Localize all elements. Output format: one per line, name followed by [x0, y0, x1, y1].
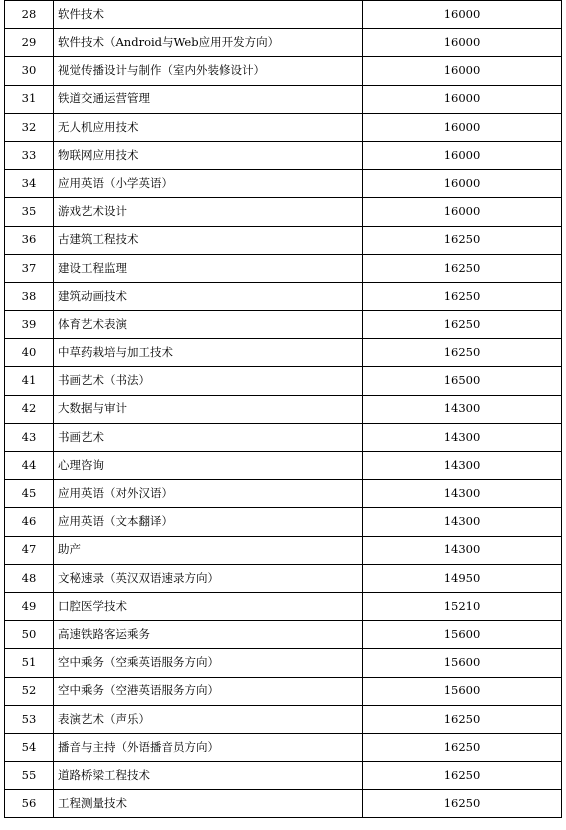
tuition-fee-cell: 16250 [363, 339, 562, 367]
table-row [5, 536, 562, 564]
tuition-fee-cell: 16000 [363, 1, 562, 29]
row-number-cell: 41 [5, 367, 54, 395]
major-name-cell: 古建筑工程技术 [54, 226, 363, 254]
table-row [5, 705, 562, 733]
table-row [5, 367, 562, 395]
major-name-cell: 视觉传播设计与制作（室内外装修设计） [54, 57, 363, 85]
major-name-cell: 播音与主持（外语播音员方向） [54, 733, 363, 761]
table-row [5, 592, 562, 620]
row-number-cell: 31 [5, 85, 54, 113]
table-row [5, 621, 562, 649]
major-name-cell: 文秘速录（英汉双语速录方向） [54, 564, 363, 592]
major-name-cell: 应用英语（对外汉语） [54, 480, 363, 508]
row-number-cell: 28 [5, 1, 54, 29]
major-name-cell: 物联网应用技术 [54, 141, 363, 169]
row-number-cell: 39 [5, 311, 54, 339]
row-number-cell: 43 [5, 423, 54, 451]
major-name-cell: 空中乘务（空港英语服务方向） [54, 677, 363, 705]
major-name-cell: 工程测量技术 [54, 790, 363, 818]
tuition-fee-cell: 14300 [363, 480, 562, 508]
tuition-fee-cell: 16500 [363, 367, 562, 395]
table-row [5, 677, 562, 705]
table-row [5, 226, 562, 254]
tuition-fee-cell: 16250 [363, 226, 562, 254]
major-name-cell: 软件技术（Android与Web应用开发方向） [54, 29, 363, 57]
major-name-cell: 应用英语（小学英语） [54, 170, 363, 198]
table-row [5, 29, 562, 57]
table-row [5, 1, 562, 29]
table-row [5, 480, 562, 508]
row-number-cell: 30 [5, 57, 54, 85]
major-name-cell: 空中乘务（空乘英语服务方向） [54, 649, 363, 677]
major-name-cell: 中草药栽培与加工技术 [54, 339, 363, 367]
tuition-fee-cell: 16250 [363, 790, 562, 818]
tuition-fee-cell: 16000 [363, 113, 562, 141]
table-row [5, 198, 562, 226]
tuition-fee-cell: 15600 [363, 649, 562, 677]
tuition-fee-cell: 16250 [363, 254, 562, 282]
major-name-cell: 铁道交通运营管理 [54, 85, 363, 113]
row-number-cell: 33 [5, 141, 54, 169]
tuition-fee-cell: 14300 [363, 452, 562, 480]
major-name-cell: 助产 [54, 536, 363, 564]
row-number-cell: 38 [5, 282, 54, 310]
major-name-cell: 口腔医学技术 [54, 592, 363, 620]
tuition-fee-cell: 15600 [363, 621, 562, 649]
row-number-cell: 34 [5, 170, 54, 198]
major-name-cell: 软件技术 [54, 1, 363, 29]
table-row [5, 85, 562, 113]
tuition-fee-cell: 16250 [363, 762, 562, 790]
tuition-fee-cell: 16000 [363, 170, 562, 198]
table-row [5, 733, 562, 761]
tuition-fee-cell: 16250 [363, 733, 562, 761]
row-number-cell: 45 [5, 480, 54, 508]
row-number-cell: 47 [5, 536, 54, 564]
table-row [5, 649, 562, 677]
major-name-cell: 无人机应用技术 [54, 113, 363, 141]
major-name-cell: 建设工程监理 [54, 254, 363, 282]
tuition-fee-cell: 16250 [363, 311, 562, 339]
major-name-cell: 建筑动画技术 [54, 282, 363, 310]
table-row [5, 113, 562, 141]
tuition-fee-cell: 14950 [363, 564, 562, 592]
tuition-fee-cell: 16000 [363, 57, 562, 85]
table-row [5, 141, 562, 169]
fee-table [4, 0, 562, 818]
row-number-cell: 46 [5, 508, 54, 536]
row-number-cell: 50 [5, 621, 54, 649]
major-name-cell: 道路桥梁工程技术 [54, 762, 363, 790]
tuition-fee-cell: 14300 [363, 423, 562, 451]
tuition-fee-cell: 14300 [363, 536, 562, 564]
table-row [5, 170, 562, 198]
tuition-fee-cell: 15600 [363, 677, 562, 705]
row-number-cell: 55 [5, 762, 54, 790]
major-name-cell: 游戏艺术设计 [54, 198, 363, 226]
row-number-cell: 52 [5, 677, 54, 705]
major-name-cell: 表演艺术（声乐） [54, 705, 363, 733]
table-row [5, 452, 562, 480]
tuition-fee-cell: 16250 [363, 282, 562, 310]
row-number-cell: 44 [5, 452, 54, 480]
major-name-cell: 大数据与审计 [54, 395, 363, 423]
row-number-cell: 40 [5, 339, 54, 367]
table-row [5, 282, 562, 310]
row-number-cell: 32 [5, 113, 54, 141]
table-row [5, 254, 562, 282]
tuition-fee-cell: 16250 [363, 705, 562, 733]
row-number-cell: 36 [5, 226, 54, 254]
row-number-cell: 29 [5, 29, 54, 57]
table-row [5, 423, 562, 451]
row-number-cell: 49 [5, 592, 54, 620]
table-row [5, 339, 562, 367]
table-row [5, 762, 562, 790]
table-row [5, 311, 562, 339]
major-name-cell: 高速铁路客运乘务 [54, 621, 363, 649]
table-row [5, 508, 562, 536]
row-number-cell: 53 [5, 705, 54, 733]
major-name-cell: 心理咨询 [54, 452, 363, 480]
tuition-fee-cell: 14300 [363, 395, 562, 423]
row-number-cell: 35 [5, 198, 54, 226]
fee-table-body [5, 1, 562, 818]
major-name-cell: 书画艺术 [54, 423, 363, 451]
major-name-cell: 体育艺术表演 [54, 311, 363, 339]
table-row [5, 395, 562, 423]
tuition-fee-cell: 14300 [363, 508, 562, 536]
tuition-fee-cell: 16000 [363, 141, 562, 169]
row-number-cell: 48 [5, 564, 54, 592]
table-row [5, 790, 562, 818]
table-row [5, 57, 562, 85]
major-name-cell: 书画艺术（书法） [54, 367, 363, 395]
fee-table-page [4, 0, 561, 818]
row-number-cell: 42 [5, 395, 54, 423]
tuition-fee-cell: 16000 [363, 29, 562, 57]
table-row [5, 564, 562, 592]
tuition-fee-cell: 16000 [363, 85, 562, 113]
tuition-fee-cell: 15210 [363, 592, 562, 620]
major-name-cell: 应用英语（文本翻译） [54, 508, 363, 536]
row-number-cell: 37 [5, 254, 54, 282]
row-number-cell: 54 [5, 733, 54, 761]
tuition-fee-cell: 16000 [363, 198, 562, 226]
row-number-cell: 51 [5, 649, 54, 677]
row-number-cell: 56 [5, 790, 54, 818]
